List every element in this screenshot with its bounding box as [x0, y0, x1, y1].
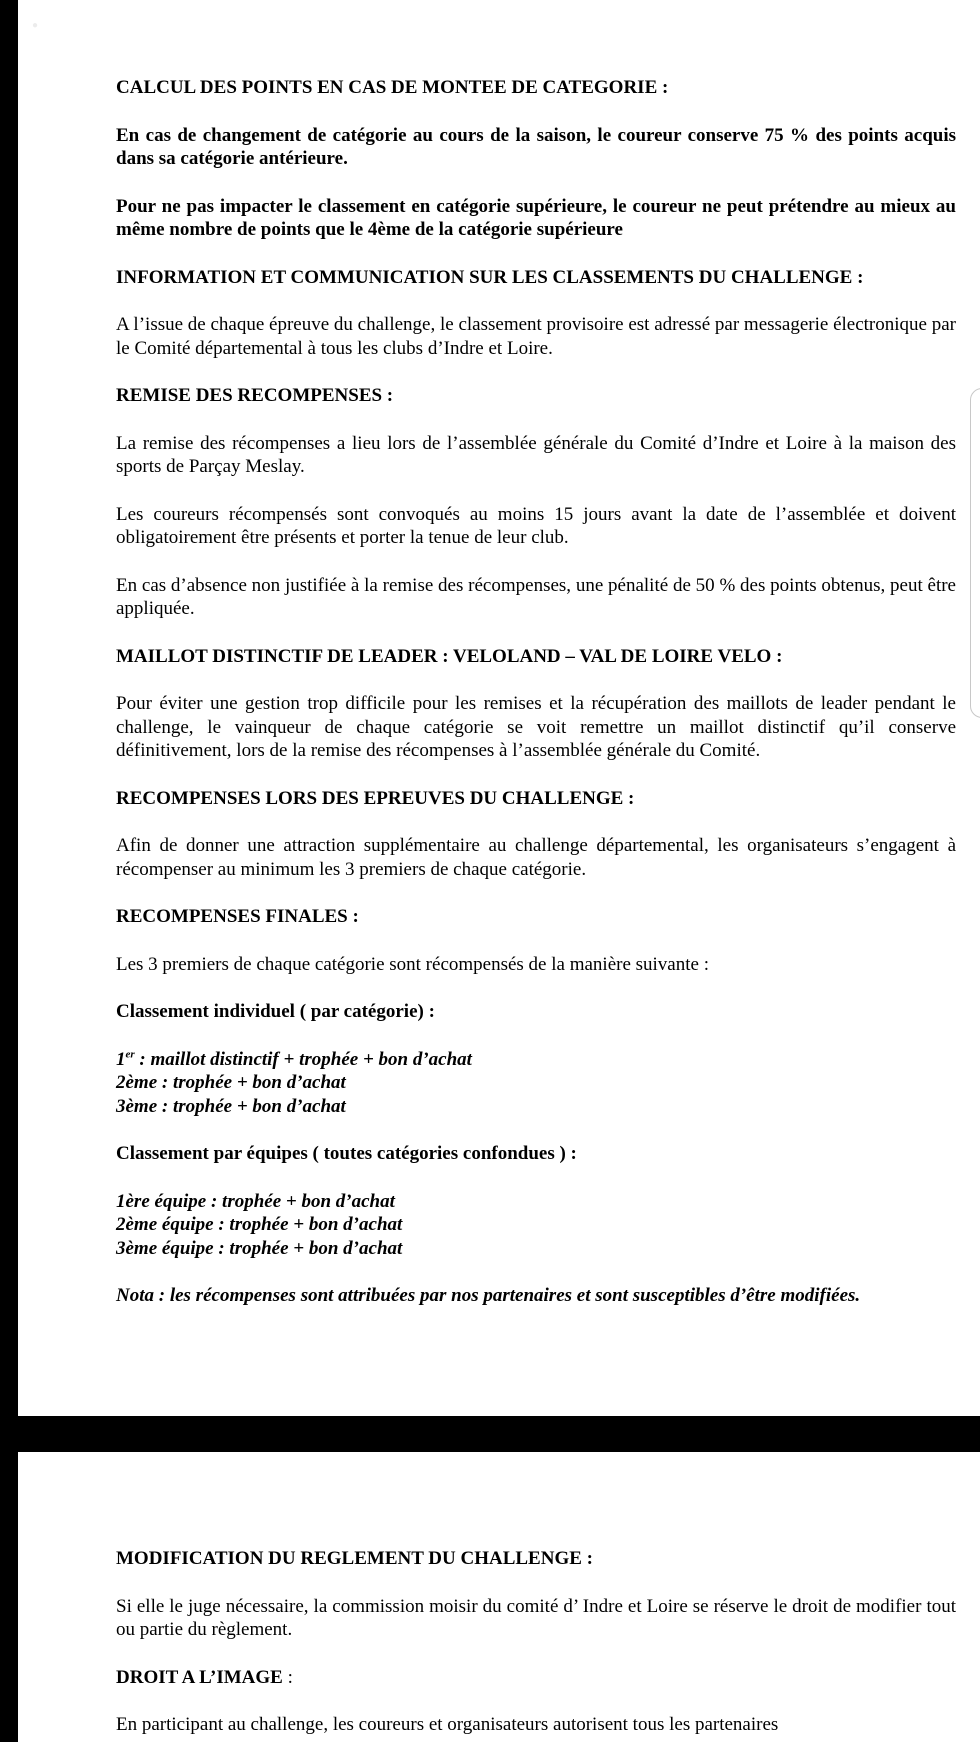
paragraph-droit-image: En participant au challenge, les coureurs et organisateurs autorisent tous les partenaires: [116, 1714, 779, 1735]
heading-classement-individuel: Classement individuel ( par catégorie) :: [116, 1001, 435, 1022]
heading-modification: MODIFICATION DU REGLEMENT DU CHALLENGE :: [116, 1548, 593, 1569]
paragraph-montee-2: Pour ne pas impacter le classement en catégorie supérieure, le coureur ne peut prétendre au mieux au même nombre de points que le 4ème de la catégorie supérieure: [116, 195, 956, 240]
paragraph-epreuves: Afin de donner une attraction supplémentaire au challenge départemental, les organisateurs s’engagent à récompenser au minimum les 3 premiers de chaque catégorie.: [116, 835, 956, 880]
heading-maillot: MAILLOT DISTINCTIF DE LEADER : VELOLAND – VAL DE LOIRE VELO :: [116, 645, 783, 667]
scroll-handle[interactable]: [970, 388, 980, 718]
page-1-content: [116, 76, 956, 1308]
heading-finales: RECOMPENSES FINALES :: [116, 906, 359, 927]
team-prize-1: 1ère équipe : trophée + bon d’achat: [116, 1190, 395, 1212]
heading-droit-image: [116, 1666, 956, 1690]
page-marker-icon: ●: [32, 20, 39, 31]
individual-prize-1: [116, 1048, 956, 1072]
heading-remise: REMISE DES RECOMPENSES :: [116, 385, 394, 406]
individual-prize-2: 2ème : trophée + bon d’achat: [116, 1072, 346, 1093]
document-page-2: [18, 1452, 980, 1742]
heading-epreuves: RECOMPENSES LORS DES EPREUVES DU CHALLENGE :: [116, 787, 635, 809]
heading-information: INFORMATION ET COMMUNICATION SUR LES CLASSEMENTS DU CHALLENGE :: [116, 266, 864, 288]
page-2-content: [116, 1547, 956, 1737]
document-page-1: [18, 0, 980, 1416]
droit-image-colon: :: [282, 1666, 293, 1688]
paragraph-modification: Si elle le juge nécessaire, la commission moisir du comité d’ Indre et Loire se réserve le droit de modifier tout ou partie du règlement.: [116, 1595, 956, 1640]
paragraph-maillot: Pour éviter une gestion trop difficile pour les remises et la récupération des maillots de leader pendant le challenge, le vainqueur de chaque catégorie se voit remettre un maillot distinctif qu’il conserve définitivement, lors de la remise des récompenses à l’assemblée générale du Comité.: [116, 693, 956, 761]
paragraph-information: A l’issue de chaque épreuve du challenge, le classement provisoire est adressé par messagerie électronique par le Comité départemental à tous les clubs d’Indre et Loire.: [116, 314, 956, 359]
individual-prize-3: 3ème : trophée + bon d’achat: [116, 1095, 346, 1117]
droit-image-title: DROIT A L’IMAGE: [116, 1666, 283, 1688]
heading-classement-equipes: Classement par équipes ( toutes catégories confondues ) :: [116, 1143, 577, 1164]
team-prize-3: 3ème équipe : trophée + bon d’achat: [116, 1237, 403, 1259]
prize-text: : maillot distinctif + trophée + bon d’achat: [134, 1048, 472, 1070]
rank-ordinal: er: [125, 1048, 135, 1061]
paragraph-montee-1: En cas de changement de catégorie au cours de la saison, le coureur conserve 75 % des points acquis dans sa catégorie antérieure.: [116, 124, 956, 169]
team-prize-2: 2ème équipe : trophée + bon d’achat: [116, 1214, 403, 1235]
paragraph-finales: Les 3 premiers de chaque catégorie sont récompensés de la manière suivante :: [116, 953, 709, 975]
nota-paragraph: Nota : les récompenses sont attribuées par nos partenaires et sont susceptibles d’être modifiées.: [116, 1285, 861, 1306]
heading-montee-categorie: CALCUL DES POINTS EN CAS DE MONTEE DE CATEGORIE :: [116, 77, 669, 98]
paragraph-remise-3: En cas d’absence non justifiée à la remise des récompenses, une pénalité de 50 % des points obtenus, peut être appliquée.: [116, 574, 956, 619]
paragraph-remise-1: La remise des récompenses a lieu lors de l’assemblée générale du Comité d’Indre et Loire à la maison des sports de Parçay Meslay.: [116, 432, 956, 477]
rank-number: 1: [116, 1048, 126, 1070]
paragraph-remise-2: Les coureurs récompensés sont convoqués au moins 15 jours avant la date de l’assemblée et doivent obligatoirement être présents et porter la tenue de leur club.: [116, 503, 956, 548]
